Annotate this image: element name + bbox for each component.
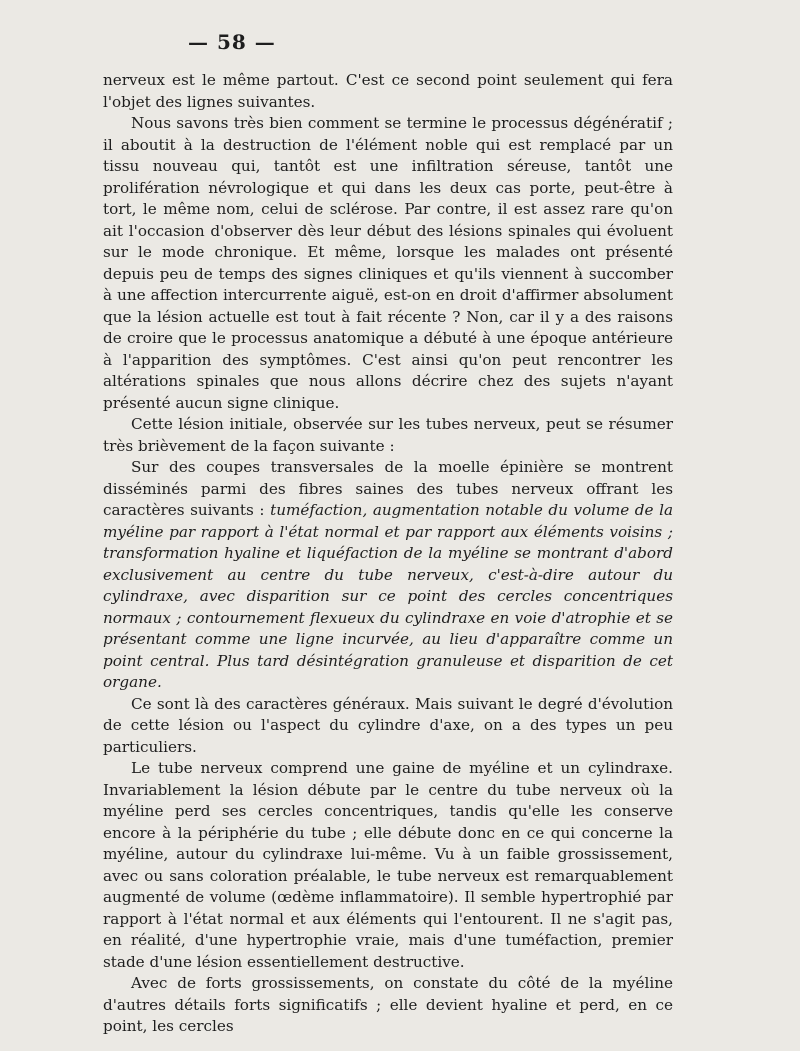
paragraph-continuation: nerveux est le même partout. C'est ce second point seulement qui fera l'objet des lignes suivantes.: [103, 71, 673, 111]
paragraph-strong-magnification: Avec de forts grossissements, on constate du côté de la myéline d'autres détails forts significatifs ; elle devient hyaline et perd, en ce point, les cercles: [103, 974, 673, 1035]
paragraph-initial-lesion: Cette lésion initiale, observée sur les tubes nerveux, peut se résumer très brièvement de la façon suivante :: [103, 415, 673, 455]
paragraph-degenerative-process: Nous savons très bien comment se termine le processus dégénératif ; il aboutit à la destruction de l'élément noble qui est remplacé par un tissu nouveau qui, tantôt est une infiltration séreuse, tantôt une prolifération névrologique et qui dans les deux cas porte, peut-être à tort, le même nom, celui de sclérose. Par contre, il est assez rare qu'on ait l'occasion d'observer dès leur début des lésions spinales qui évoluent sur le mode chronique. Et même, lorsque les malades ont présenté depuis peu de temps des signes cliniques et qu'ils viennent à succomber à une affection intercurrente aiguë, est-on en droit d'affirmer absolument que la lésion actuelle est tout à fait récente ? Non, car il y a des raisons de croire que le processus anatomique a débuté à une époque antérieure à l'apparition des symptômes. C'est ainsi qu'on peut rencontrer les altérations spinales que nous allons décrire chez des sujets n'ayant présenté aucun signe clinique.: [103, 114, 673, 412]
lesion-characteristics-italic: tuméfaction, augmentation notable du volume de la myéline par rapport à l'état normal et par rapport aux éléments voisins ; transformation hyaline et liquéfaction de la myéline se montrant d'abord exclusivement au centre du tube nerveux, c'est-à-dire autour du cylindraxe, avec disparition sur ce point des cercles concentriques normaux ; contournement flexueux du cylindraxe en voie d'atrophie et se présentant comme une ligne incurvée, au lieu d'apparaître comme un point central. Plus tard désintégration granuleuse et disparition de cet organe.: [103, 501, 674, 691]
body-text: [103, 70, 673, 1038]
sections-intro-text: Sur des coupes transversales de la moelle épinière se montrent disséminés parmi des fibres saines des tubes nerveux offrant les caractères suivants :: [103, 458, 673, 519]
paragraph-general-characters: Ce sont là des caractères généraux. Mais suivant le degré d'évolution de cette lésion ou l'aspect du cylindre d'axe, on a des types un peu particuliers.: [103, 694, 673, 756]
paragraph-transverse-sections: [103, 457, 673, 694]
paragraph-nerve-tube: Le tube nerveux comprend une gaine de myéline et un cylindraxe. Invariablement la lésion débute par le centre du tube nerveux où la myéline perd ses cercles concentriques, tandis qu'elle les conserve encore à la périphérie du tube ; elle débute donc en ce qui concerne la myéline, autour du cylindraxe lui-même. Vu à un faible grossissement, avec ou sans coloration préalable, le tube nerveux est remarquablement augmenté de volume (œdème inflammatoire). Il semble hypertrophié par rapport à l'état normal et aux éléments qui l'entourent. Il ne s'agit pas, en réalité, d'une hypertrophie vraie, mais d'une tuméfaction, premier stade d'une lésion essentiellement destructive.: [103, 759, 673, 971]
book-page: — 58 — nerveux est le même partout. C'est ce second point seulement qui fera l'objet des lignes suivantes. Nous savons très bien comment se termine le processus dégénératif ; il aboutit à la destruction de l'élément noble qui est remplacé par un tissu nouveau qui, tantôt est une infiltration séreuse, tantôt une prolifération névrologique et qui dans les deux cas porte, peut-être à tort, le même nom, celui de sclérose. Par contre, il est assez rare qu'on ait l'occasion d'observer dès leur début des lésions spinales qui évoluent sur le mode chronique. Et même, lorsque les malades ont présenté depuis peu de temps des signes cliniques et qu'ils viennent à succomber à une affection intercurrente aiguë, est-on en droit d'affirmer absolument que la lésion actuelle est tout à fait récente ? Non, car il y a des raisons de croire que le processus anatomique a débuté à une époque antérieure à l'apparition des symptômes. C'est ainsi qu'on peut rencontrer les altérations spinales que nous allons décrire chez des sujets n'ayant présenté aucun signe clinique. Cette lésion initiale, observée sur les tubes nerveux, peut se résumer très brièvement de la façon suivante : Sur des coupes transversales de la moelle épinière se montrent disséminés parmi des fibres saines des tubes nerveux offrant les caractères suivants : tuméfaction, augmentation notable du volume de la myéline par rapport à l'état normal et par rapport aux éléments voisins ; transformation hyaline et liquéfaction de la myéline se montrant d'abord exclusivement au centre du tube nerveux, c'est-à-dire autour du cylindraxe, avec disparition sur ce point des cercles concentriques normaux ; contournement flexueux du cylindraxe en voie d'atrophie et se présentant comme une ligne incurvée, au lieu d'apparaître comme un point central. Plus tard désintégration granuleuse et disparition de cet organe. Ce sont là des caractères généraux. Mais suivant le degré d'évolution de cette lésion ou l'aspect du cylindre d'axe, on a des types un peu particuliers. Le tube nerveux comprend une gaine de myéline et un cylindraxe. Invariablement la lésion débute par le centre du tube nerveux où la myéline perd ses cercles concentriques, tandis qu'elle les conserve encore à la périphérie du tube ; elle débute donc en ce qui concerne la myéline, autour du cylindraxe lui-même. Vu à un faible grossissement, avec ou sans coloration préalable, le tube nerveux est remarquablement augmenté de volume (œdème inflammatoire). Il semble hypertrophié par rapport à l'état normal et aux éléments qui l'entourent. Il ne s'agit pas, en réalité, d'une hypertrophie vraie, mais d'une tuméfaction, premier stade d'une lésion essentiellement destructive. Avec de forts grossissements, on constate du côté de la myéline d'autres détails forts significatifs ; elle devient hyaline et perd, en ce point, les cercles: [0, 0, 800, 1051]
